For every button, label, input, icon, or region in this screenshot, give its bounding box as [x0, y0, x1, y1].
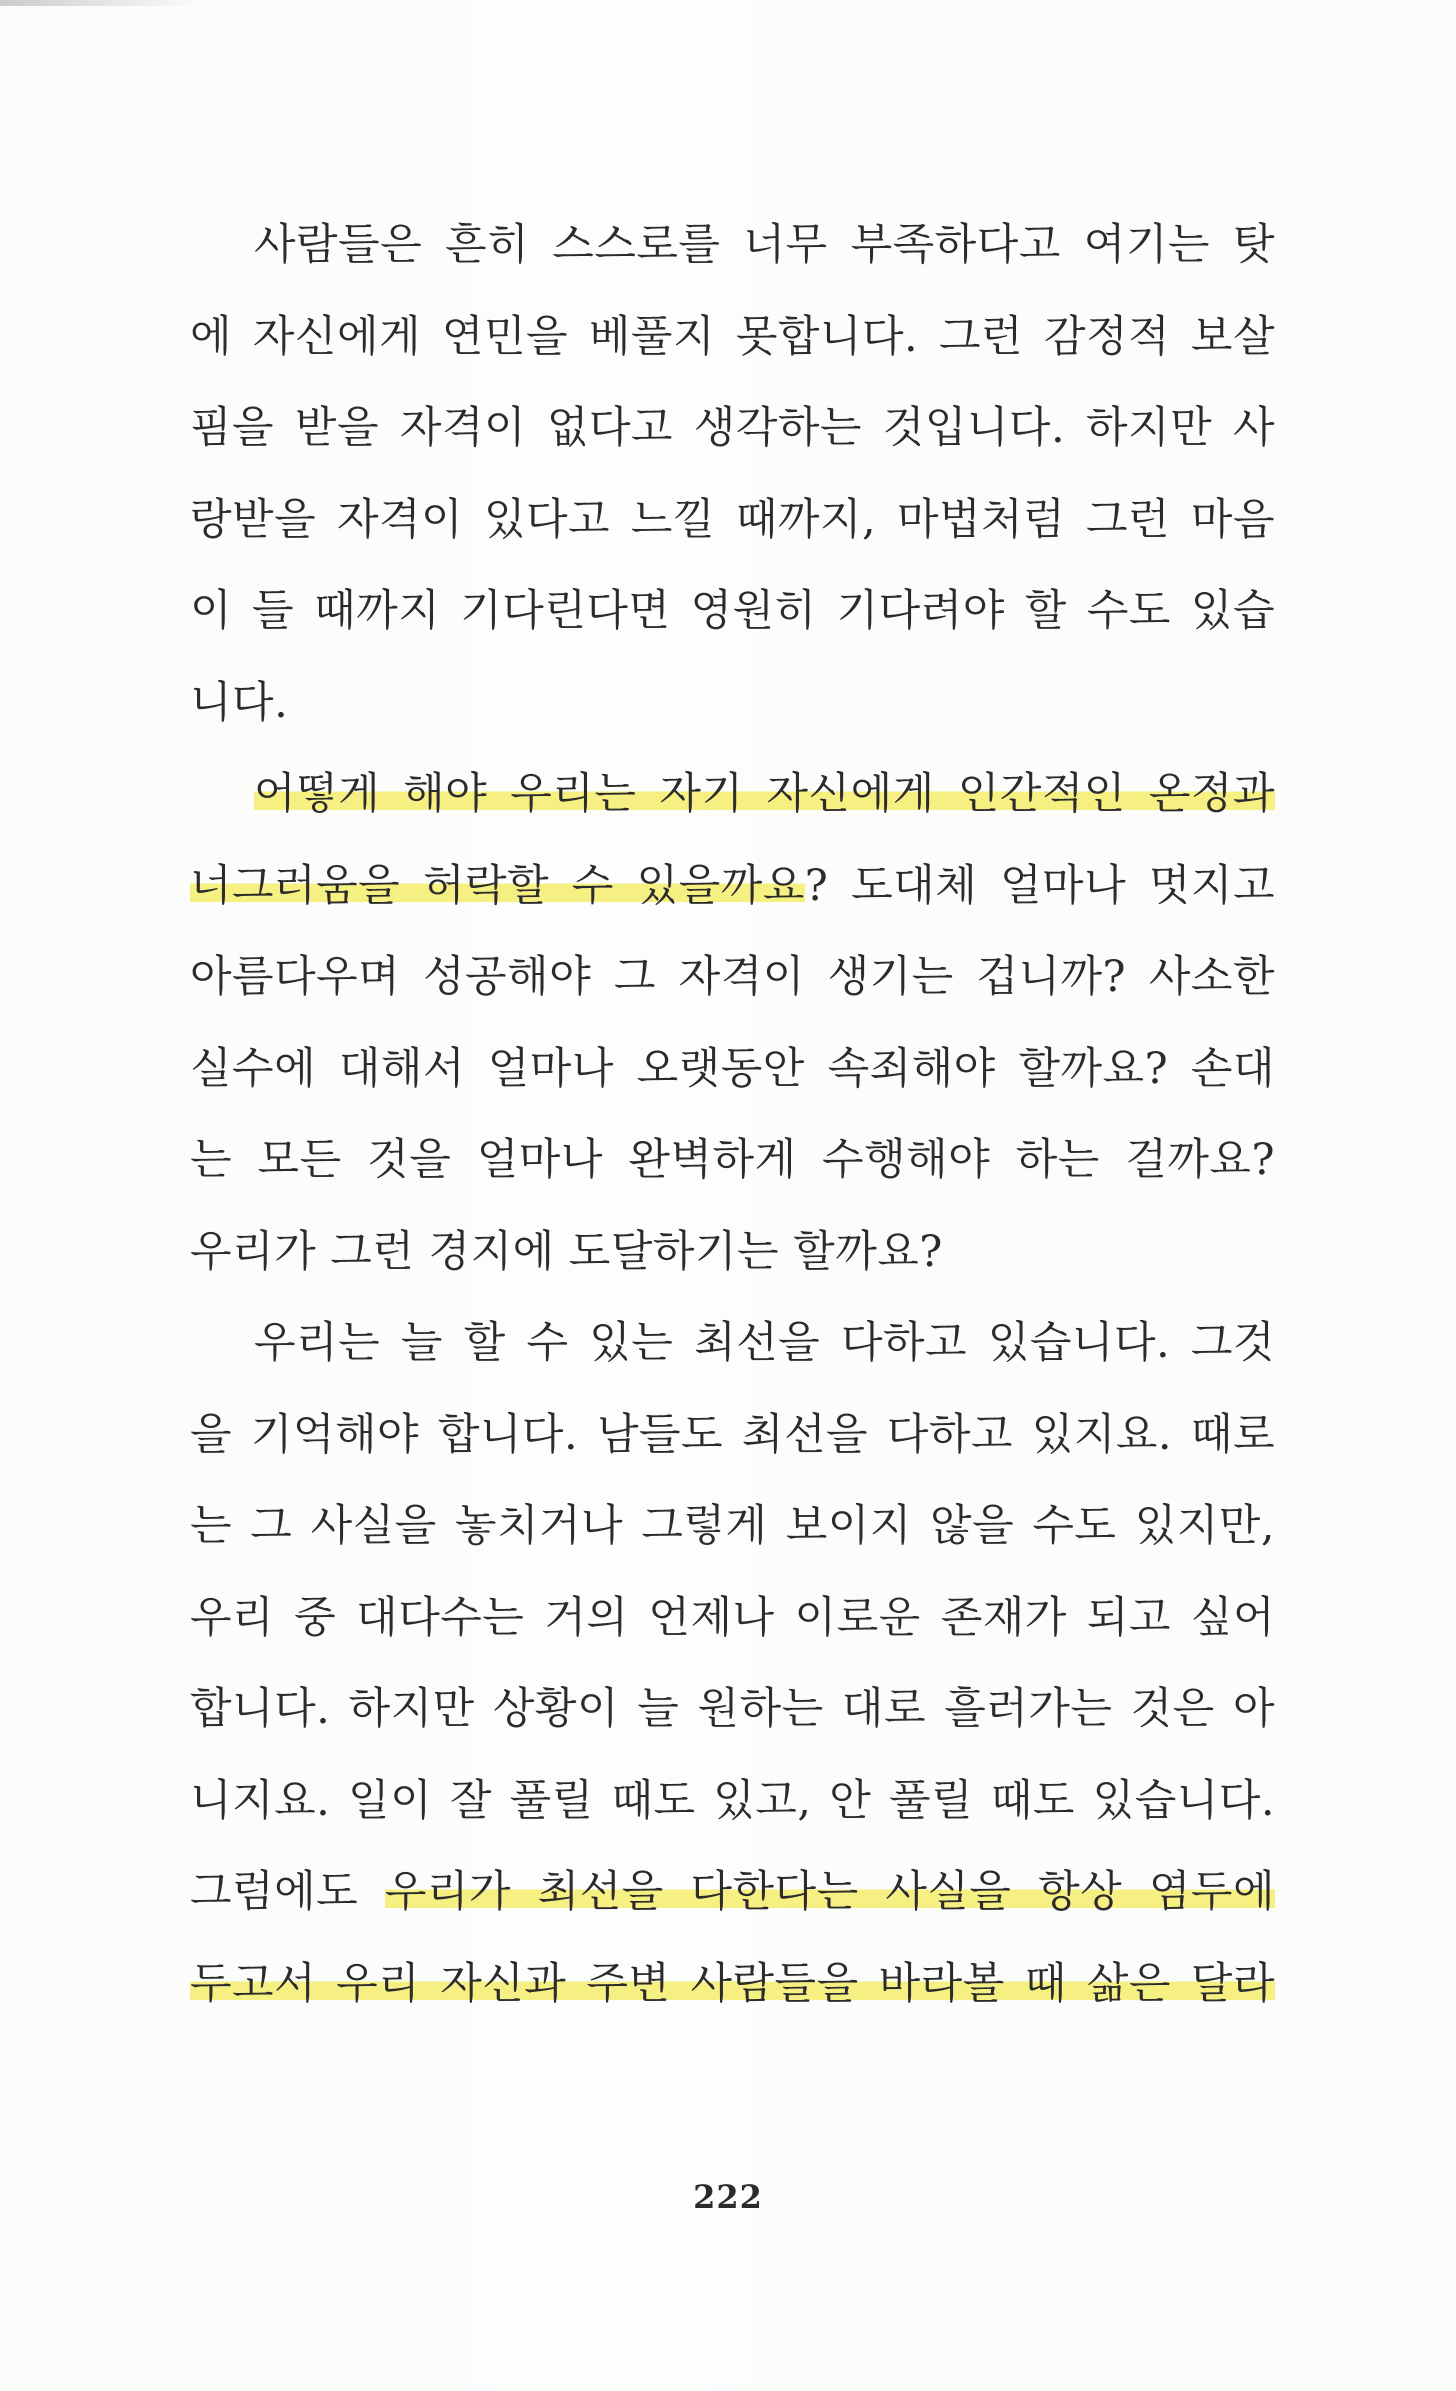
paragraph-3-line-5 — [190, 1678, 1275, 1770]
highlighted-text: 너그러움을 허락할 수 있을까요 — [190, 860, 805, 911]
text-segment: 니지요. 일이 잘 풀릴 때도 있고, 안 풀릴 때도 있습니다. — [190, 1775, 1275, 1826]
paragraph-1-line-6 — [190, 672, 1275, 764]
text-segment: 실수에 대해서 얼마나 오랫동안 속죄해야 할까요? 손대 — [190, 1043, 1275, 1094]
highlighted-text: 우리가 최선을 다한다는 사실을 항상 염두에 — [384, 1867, 1276, 1917]
text-segment: 을 기억해야 합니다. 남들도 최선을 다하고 있지요. 때로 — [190, 1409, 1275, 1460]
text-segment: ? 도대체 얼마나 멋지고 — [804, 860, 1275, 911]
paragraph-1-line-2 — [190, 306, 1275, 398]
text-segment: 사람들은 흔히 스스로를 너무 부족하다고 여기는 탓 — [254, 220, 1275, 270]
body-text — [190, 214, 1275, 2044]
text-segment: 에 자신에게 연민을 베풀지 못합니다. 그런 감정적 보살 — [190, 311, 1275, 362]
paragraph-1-line-3 — [190, 397, 1275, 489]
text-segment: 는 그 사실을 놓치거나 그렇게 보이지 않을 수도 있지만, — [190, 1501, 1275, 1551]
text-segment: 우리 중 대다수는 거의 언제나 이로운 존재가 되고 싶어 — [190, 1592, 1275, 1643]
paragraph-3-line-4 — [190, 1587, 1275, 1679]
highlighted-text: 어떻게 해야 우리는 자기 자신에게 인간적인 온정과 — [254, 769, 1275, 819]
text-segment: 우리가 그런 경지에 도달하기는 할까요? — [190, 1226, 943, 1277]
text-segment: 랑받을 자격이 있다고 느낄 때까지, 마법처럼 그런 마음 — [190, 494, 1275, 545]
paragraph-2-line-6 — [190, 1221, 1275, 1313]
paragraph-3-line-7 — [190, 1861, 1275, 1953]
paragraph-2-line-2 — [190, 855, 1275, 947]
paragraph-2-line-3 — [190, 946, 1275, 1038]
paragraph-1-line-1 — [190, 214, 1275, 306]
paragraph-2-line-4 — [190, 1038, 1275, 1130]
paragraph-1-line-5 — [190, 580, 1275, 672]
paragraph-3-line-8 — [190, 1953, 1275, 2045]
text-segment: 핌을 받을 자격이 없다고 생각하는 것입니다. 하지만 사 — [190, 403, 1275, 453]
paragraph-3-line-6 — [190, 1770, 1275, 1862]
scan-edge-shadow — [0, 0, 200, 6]
highlighted-text: 두고서 우리 자신과 주변 사람들을 바라볼 때 삶은 달라 — [190, 1958, 1275, 2009]
page-number: 222 — [693, 2178, 763, 2216]
text-segment: 이 들 때까지 기다린다면 영원히 기다려야 할 수도 있습 — [190, 586, 1275, 636]
paragraph-3-line-3 — [190, 1495, 1275, 1587]
text-segment: 아름다우며 성공해야 그 자격이 생기는 겁니까? 사소한 — [190, 952, 1275, 1002]
paragraph-1-line-4 — [190, 489, 1275, 581]
paragraph-3-line-1 — [190, 1312, 1275, 1404]
text-segment: 우리는 늘 할 수 있는 최선을 다하고 있습니다. 그것 — [254, 1318, 1275, 1368]
text-segment: 합니다. 하지만 상황이 늘 원하는 대로 흘러가는 것은 아 — [190, 1684, 1275, 1734]
text-segment: 그럼에도 — [190, 1867, 385, 1917]
text-segment: 는 모든 것을 얼마나 완벽하게 수행해야 하는 걸까요? — [190, 1135, 1275, 1185]
text-segment: 니다. — [190, 677, 289, 728]
paragraph-2-line-1 — [190, 763, 1275, 855]
paragraph-2-line-5 — [190, 1129, 1275, 1221]
paragraph-3-line-2 — [190, 1404, 1275, 1496]
